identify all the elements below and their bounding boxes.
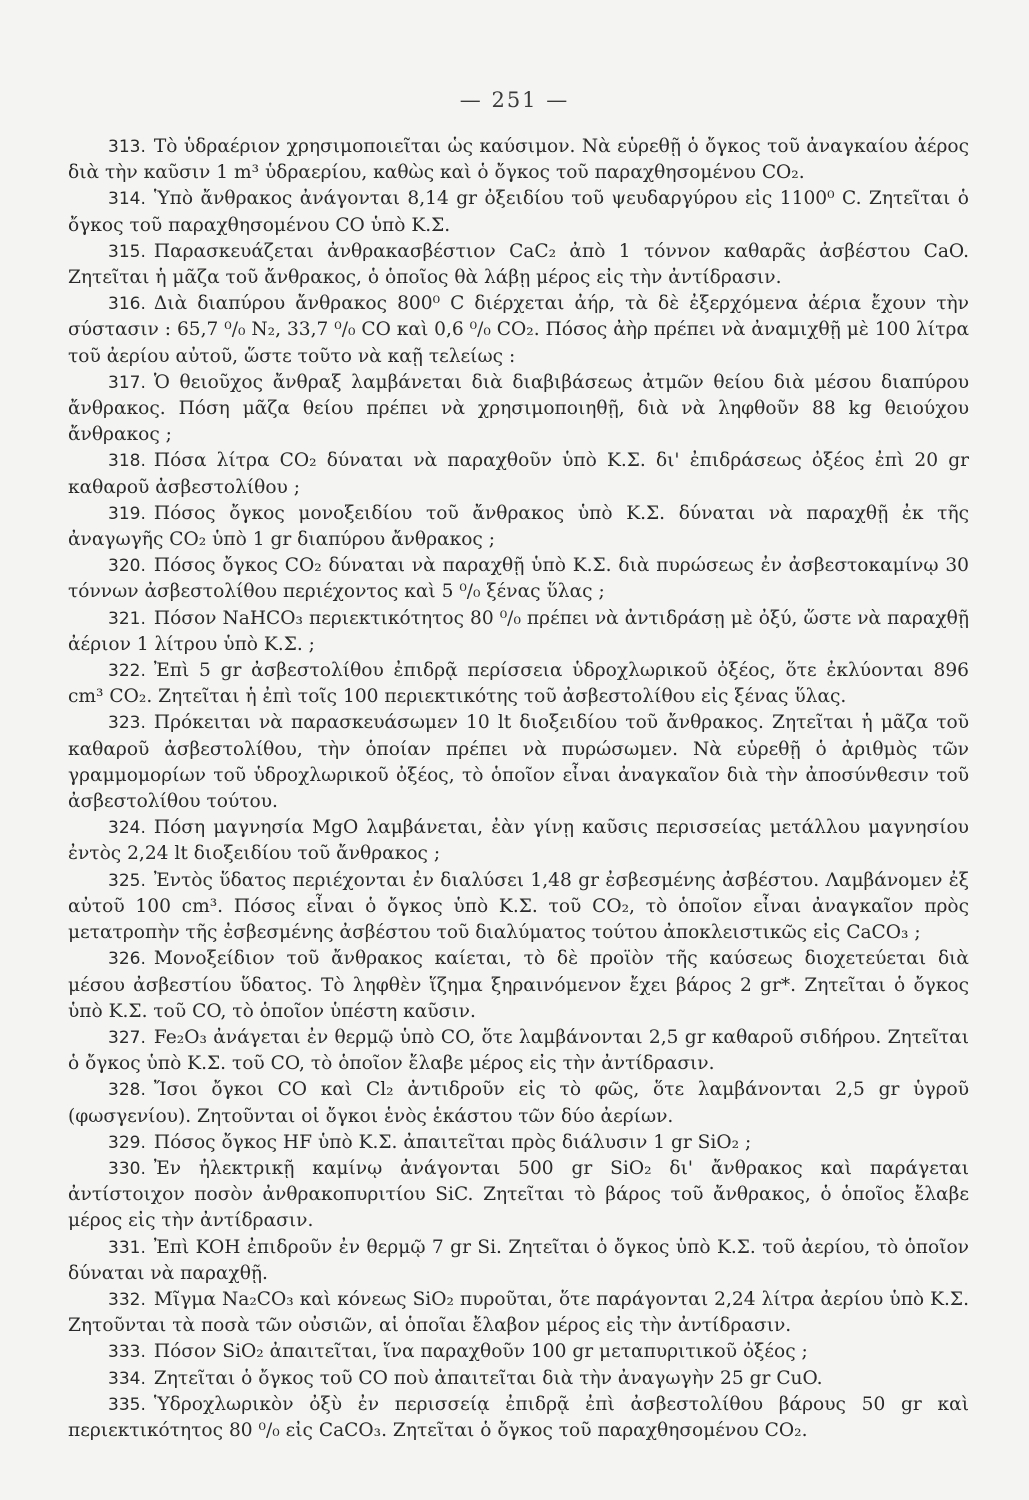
problem-text: Ὁ θειοῦχος ἄνθραξ λαμβάνεται διὰ διαβιβάσεως ἀτμῶν θείου διὰ μέσου διαπύρου ἄνθρακος. Πόση μᾶζα θείου πρέπει νὰ χρησιμοποιηθῇ, διὰ νὰ ληφθοῦν 88 kg θειούχου ἄνθρακος ; bbox=[68, 371, 969, 446]
problem-text: Ἴσοι ὄγκοι CO καὶ Cl₂ ἀντιδροῦν εἰς τὸ φῶς, ὅτε λαμβάνονται 2,5 gr ὑγροῦ (φωσγενίου). Ζητοῦνται οἱ ὄγκοι ἑνὸς ἑκάστου τῶν δύο ἀερίων. bbox=[68, 1079, 969, 1127]
problem-number: 318. bbox=[108, 451, 146, 472]
problem-text: Ζητεῖται ὁ ὄγκος τοῦ CO ποὺ ἀπαιτεῖται διὰ τὴν ἀναγωγὴν 25 gr CuO. bbox=[153, 1367, 823, 1389]
problem-text: Πόσος ὄγκος μονοξειδίου τοῦ ἄνθρακος ὑπὸ Κ.Σ. δύναται νὰ παραχθῇ ἐκ τῆς ἀναγωγῆς CO₂ ὑπὸ 1 gr διαπύρου ἄνθρακος ; bbox=[68, 502, 969, 551]
problem-text: Ἐπὶ 5 gr ἀσβεστολίθου ἐπιδρᾷ περίσσεια ὑδροχλωρικοῦ ὀξέος, ὅτε ἐκλύονται 896 cm³ CO₂. Ζητεῖται ἡ ἐπὶ τοῖς 100 περιεκτικότης τοῦ ἀσβεστολίθου εἰς ξένας ὕλας. bbox=[68, 660, 969, 708]
problem-text: Πόσος ὄγκος CO₂ δύναται νὰ παραχθῇ ὑπὸ Κ.Σ. διὰ πυρώσεως ἐν ἀσβεστοκαμίνῳ 30 τόννων ἀσβεστολίθου περιέχοντος καὶ 5 ⁰/₀ ξένας ὕλας ; bbox=[68, 555, 969, 603]
problem-text: Πόσον NaHCO₃ περιεκτικότητος 80 ⁰/₀ πρέπει νὰ ἀντιδράσῃ μὲ ὀξύ, ὥστε νὰ παραχθῇ ἀέριον 1 λίτρου ὑπὸ Κ.Σ. ; bbox=[68, 607, 969, 655]
problem-number: 329. bbox=[108, 1132, 146, 1153]
problem-number: 332. bbox=[108, 1289, 146, 1310]
problem-number: 319. bbox=[108, 503, 146, 524]
problem-item bbox=[68, 1366, 969, 1392]
problem-text: Ἐντὸς ὕδατος περιέχονται ἐν διαλύσει 1,48 gr ἐσβεσμένης ἀσβέστου. Λαμβάνομεν ἐξ αὐτοῦ 100 cm³. Πόσος εἶναι ὁ ὄγκος ὑπὸ Κ.Σ. τοῦ CO₂, τὸ ὁποῖον εἶναι ἀναγκαῖον πρὸς μετατροπὴν τῆς ἐσβεσμένης ἀσβέστου τοῦ διαλύματος τούτου ἀποκλειστικῶς εἰς CaCO₃ ; bbox=[68, 869, 969, 944]
problem-number: 334. bbox=[108, 1368, 146, 1389]
problem-number: 317. bbox=[108, 372, 146, 393]
problem-item bbox=[68, 370, 969, 449]
problem-item bbox=[68, 1156, 969, 1235]
problem-number: 320. bbox=[108, 556, 146, 577]
problem-item bbox=[68, 501, 969, 553]
problem-text: Ἐν ἠλεκτρικῇ καμίνῳ ἀνάγονται 500 gr SiO₂ δι' ἄνθρακος καὶ παράγεται ἀντίστοιχον ποσὸν ἀνθρακοπυριτίου SiC. Ζητεῖται τὸ βάρος τοῦ ἄνθρακος, ὁ ὁποῖος ἔλαβε μέρος εἰς τὴν ἀντίδρασιν. bbox=[68, 1157, 969, 1232]
problem-item bbox=[68, 658, 969, 710]
problem-item bbox=[68, 1235, 969, 1287]
problem-text: Πόσα λίτρα CO₂ δύναται νὰ παραχθοῦν ὑπὸ Κ.Σ. δι' ἐπιδράσεως ὀξέος ἐπὶ 20 gr καθαροῦ ἀσβεστολίθου ; bbox=[68, 450, 969, 498]
problem-text: Πόσον SiO₂ ἀπαιτεῖται, ἵνα παραχθοῦν 100 gr μεταπυριτικοῦ ὀξέος ; bbox=[153, 1341, 808, 1363]
problem-number: 326. bbox=[108, 949, 146, 970]
problem-number: 324. bbox=[108, 818, 146, 839]
problem-item bbox=[68, 186, 969, 238]
problem-item bbox=[68, 710, 969, 815]
problem-number: 322. bbox=[108, 661, 146, 682]
problem-number: 315. bbox=[108, 241, 146, 262]
page-number: — 251 — bbox=[459, 88, 570, 112]
problem-text: Ἐπὶ KOH ἐπιδροῦν ἐν θερμῷ 7 gr Si. Ζητεῖται ὁ ὄγκος ὑπὸ Κ.Σ. τοῦ ἀερίου, τὸ ὁποῖον δύναται νὰ παραχθῇ. bbox=[68, 1236, 969, 1284]
problem-text: Παρασκευάζεται ἀνθρακασβέστιον CaC₂ ἀπὸ 1 τόννον καθαρᾶς ἀσβέστου CaO. Ζητεῖται ἡ μᾶζα τοῦ ἄνθρακος, ὁ ὁποῖος θὰ λάβῃ μέρος εἰς τὴν ἀντίδρασιν. bbox=[68, 240, 969, 289]
problem-text: Τὸ ὑδραέριον χρησιμοποιεῖται ὡς καύσιμον. Νὰ εὑρεθῇ ὁ ὄγκος τοῦ ἀναγκαίου ἀέρος διὰ τὴν καῦσιν 1 m³ ὑδραερίου, καθὼς καὶ ὁ ὄγκος τοῦ παραχθησομένου CO₂. bbox=[68, 136, 969, 184]
problem-number: 328. bbox=[108, 1080, 146, 1101]
problem-item bbox=[68, 815, 969, 867]
problem-item bbox=[68, 1025, 969, 1077]
problem-number: 335. bbox=[108, 1394, 146, 1415]
problem-text: Fe₂O₃ ἀνάγεται ἐν θερμῷ ὑπὸ CO, ὅτε λαμβάνονται 2,5 gr καθαροῦ σιδήρου. Ζητεῖται ὁ ὄγκος ὑπὸ Κ.Σ. τοῦ CO, τὸ ὁποῖον ἔλαβε μέρος εἰς τὴν ἀντίδρασιν. bbox=[68, 1026, 969, 1075]
problem-item bbox=[68, 134, 969, 186]
problem-number: 314. bbox=[108, 189, 146, 210]
problem-item bbox=[68, 291, 969, 370]
problem-list bbox=[68, 134, 969, 1444]
problem-number: 323. bbox=[108, 713, 146, 734]
problem-item bbox=[68, 1287, 969, 1339]
problem-item bbox=[68, 239, 969, 291]
problem-item bbox=[68, 1130, 969, 1156]
problem-item bbox=[68, 606, 969, 658]
problem-item bbox=[68, 1392, 969, 1444]
problem-item bbox=[68, 448, 969, 500]
problem-text: Πρόκειται νὰ παρασκευάσωμεν 10 lt διοξειδίου τοῦ ἄνθρακος. Ζητεῖται ἡ μᾶζα τοῦ καθαροῦ ἀσβεστολίθου, τὴν ὁποίαν πρέπει νὰ πυρώσωμεν. Νὰ εὑρεθῇ ὁ ἀριθμὸς τῶν γραμμομορίων τοῦ ὑδροχλωρικοῦ ὀξέος, τὸ ὁποῖον εἶναι ἀναγκαῖον διὰ τὴν ἀποσύνθεσιν τοῦ ἀσβεστολίθου τούτου. bbox=[68, 712, 969, 813]
problem-item bbox=[68, 1077, 969, 1129]
problem-number: 313. bbox=[108, 137, 146, 157]
problem-number: 333. bbox=[108, 1342, 146, 1363]
problem-number: 321. bbox=[108, 608, 146, 629]
problem-text: Ὑπὸ ἄνθρακος ἀνάγονται 8,14 gr ὀξειδίου τοῦ ψευδαργύρου εἰς 1100⁰ C. Ζητεῖται ὁ ὄγκος τοῦ παραχθησομένου CO ὑπὸ Κ.Σ. bbox=[68, 188, 969, 236]
problem-number: 330. bbox=[108, 1158, 146, 1179]
problem-item bbox=[68, 553, 969, 605]
problem-text: Πόσος ὄγκος HF ὑπὸ Κ.Σ. ἀπαιτεῖται πρὸς διάλυσιν 1 gr SiO₂ ; bbox=[153, 1131, 752, 1153]
problem-text: Διὰ διαπύρου ἄνθρακος 800⁰ C διέρχεται ἀήρ, τὰ δὲ ἐξερχόμενα ἀέρια ἔχουν τὴν σύστασιν : 65,7 ⁰/₀ N₂, 33,7 ⁰/₀ CO καὶ 0,6 ⁰/₀ CO₂. Πόσος ἀὴρ πρέπει νὰ ἀναμιχθῇ μὲ 100 λίτρα τοῦ ἀερίου αὐτοῦ, ὥστε τοῦτο νὰ καῇ τελείως : bbox=[68, 293, 969, 367]
problem-number: 331. bbox=[108, 1237, 146, 1258]
problem-text: Πόση μαγνησία MgO λαμβάνεται, ἐὰν γίνῃ καῦσις περισσείας μετάλλου μαγνησίου ἐντὸς 2,24 lt διοξειδίου τοῦ ἄνθρακος ; bbox=[68, 817, 969, 865]
problem-item bbox=[68, 868, 969, 947]
problem-item bbox=[68, 946, 969, 1025]
problem-number: 325. bbox=[108, 870, 146, 891]
problem-text: Μῖγμα Na₂CO₃ καὶ κόνεως SiO₂ πυροῦται, ὅτε παράγονται 2,24 λίτρα ἀερίου ὑπὸ Κ.Σ. Ζητοῦνται τὰ ποσὰ τῶν οὐσιῶν, αἱ ὁποῖαι ἔλαβον μέρος εἰς τὴν ἀντίδρασιν. bbox=[68, 1288, 969, 1337]
problem-text: Ὑδροχλωρικὸν ὀξὺ ἐν περισσείᾳ ἐπιδρᾷ ἐπὶ ἀσβεστολίθου βάρους 50 gr καὶ περιεκτικότητος 80 ⁰/₀ εἰς CaCO₃. Ζητεῖται ὁ ὄγκος τοῦ παραχθησομένου CO₂. bbox=[68, 1393, 969, 1441]
problem-number: 316. bbox=[108, 294, 146, 315]
problem-number: 327. bbox=[108, 1027, 146, 1048]
problem-text: Μονοξείδιον τοῦ ἄνθρακος καίεται, τὸ δὲ προϊὸν τῆς καύσεως διοχετεύεται διὰ μέσου ἀσβεστίου ὕδατος. Τὸ ληφθὲν ἵζημα ξηραινόμενον ἔχει βάρος 2 gr*. Ζητεῖται ὁ ὄγκος ὑπὸ Κ.Σ. τοῦ CO, τὸ ὁποῖον ὑπέστη καῦσιν. bbox=[68, 948, 969, 1022]
problem-item bbox=[68, 1339, 969, 1365]
